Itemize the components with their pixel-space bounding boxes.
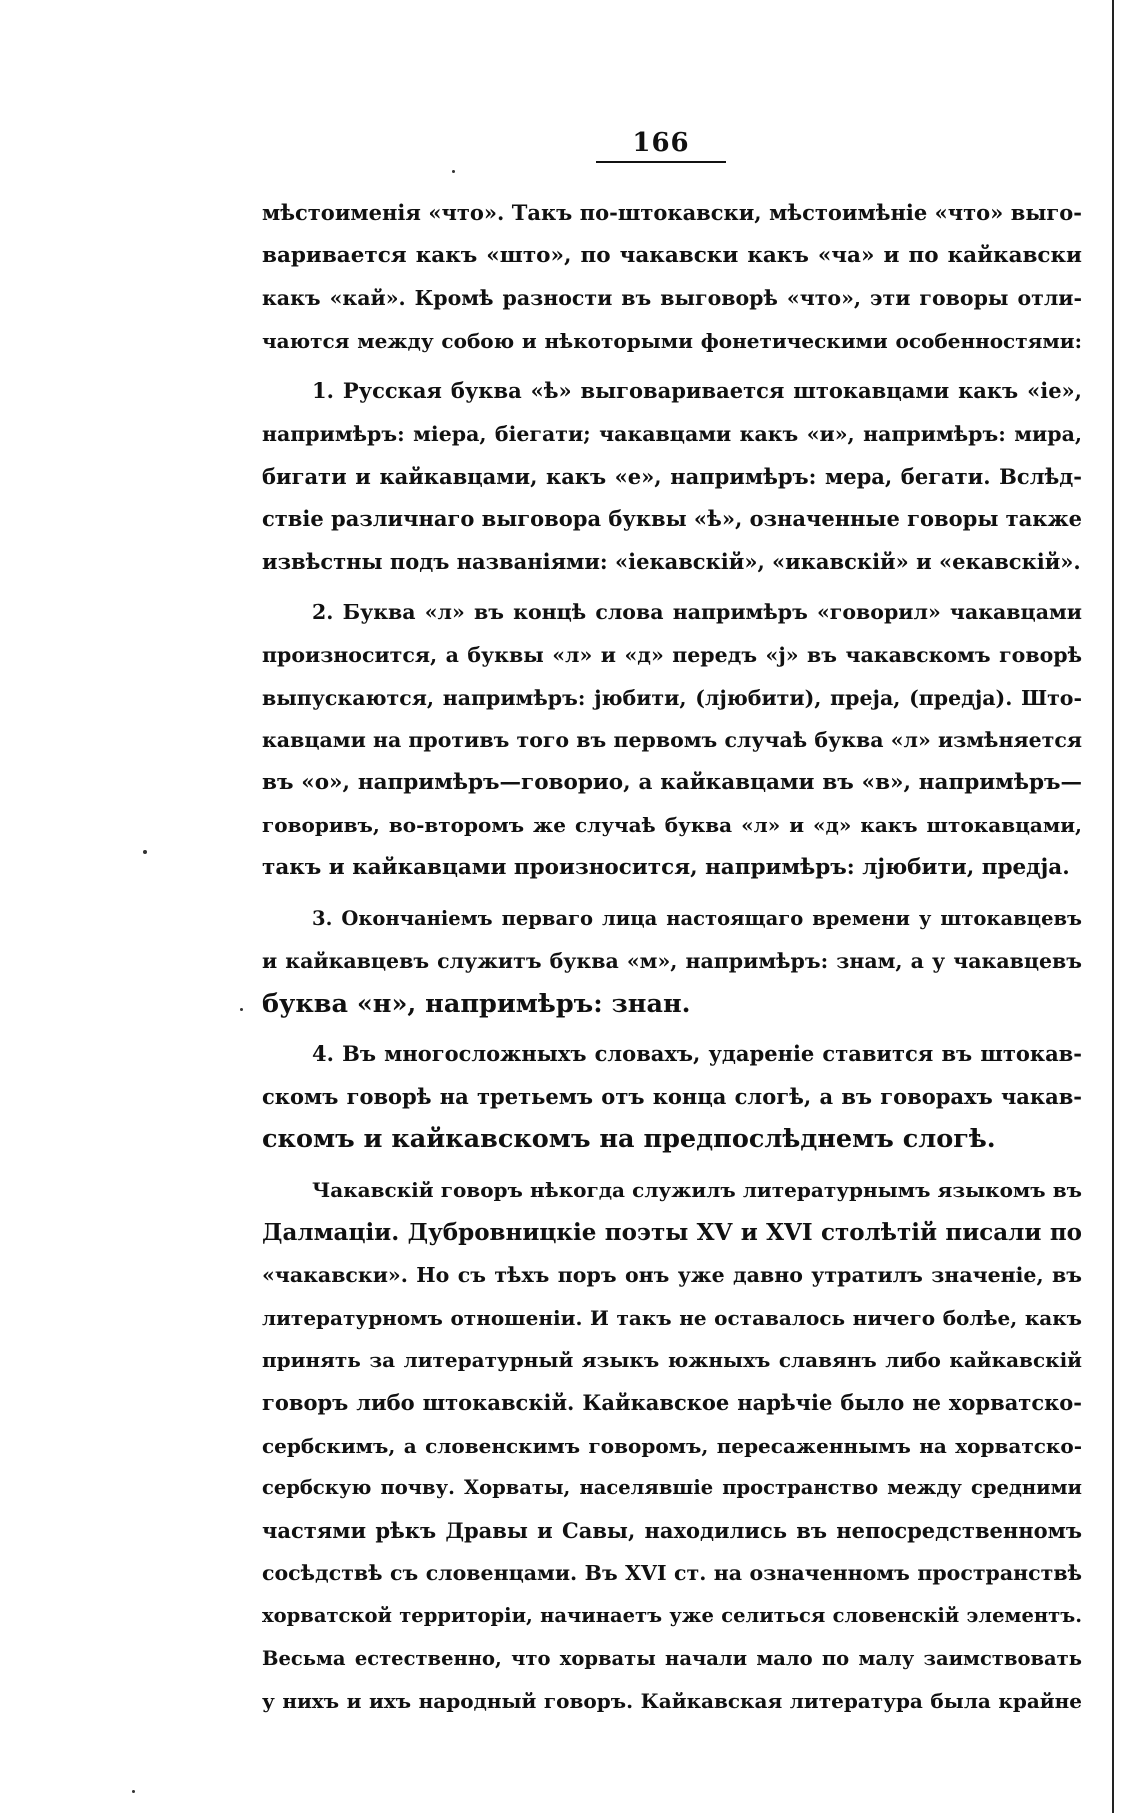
text-line: «чакавски». Но съ тѣхъ поръ онъ уже давно утратилъ значеніе, въ bbox=[262, 1263, 1082, 1288]
paragraph-gap bbox=[262, 890, 1082, 898]
text-line: варивается какъ «што», по чакавски какъ «ча» и по кайкавски bbox=[262, 242, 1082, 268]
text-line: 3. Окончаніемъ перваго лица настоящаго времени у штокавцевъ bbox=[312, 906, 1082, 930]
text-line: Весьма естественно, что хорваты начали мало по малу заимствовать bbox=[262, 1646, 1082, 1670]
speck-mark bbox=[240, 1008, 243, 1011]
text-line: принять за литературный языкъ южныхъ славянъ либо кайкавскій bbox=[262, 1348, 1082, 1373]
text-line: извѣстны подъ названіями: «іекавскій», «икавскій» и «екавскій». bbox=[262, 548, 1081, 574]
page-number: 166 bbox=[632, 128, 690, 158]
text-line: говоривъ, во-второмъ же случаѣ буква «л» и «д» какъ штокавцами, bbox=[262, 813, 1082, 838]
page-number-rule bbox=[596, 161, 726, 163]
paragraph-gap bbox=[262, 583, 1082, 591]
text-line: сербскую почву. Хорваты, населявшіе пространство между средними bbox=[262, 1476, 1082, 1500]
text-line: буква «н», напримѣръ: знан. bbox=[262, 988, 691, 1019]
text-line: мѣстоименія «что». Такъ по-штокавски, мѣстоимѣніе «что» выго- bbox=[262, 200, 1082, 225]
paragraph-gap bbox=[262, 1025, 1082, 1033]
text-line: и кайкавцевъ служитъ буква «м», напримѣръ: знам, а у чакавцевъ bbox=[262, 949, 1082, 974]
body-text bbox=[262, 192, 1082, 1723]
text-line: чаются между собою и нѣкоторыми фонетическими особенностями: bbox=[262, 328, 1082, 353]
text-line: сосѣдствѣ съ словенцами. Въ XVI ст. на означенномъ пространствѣ bbox=[262, 1561, 1082, 1586]
page-edge bbox=[1112, 0, 1114, 1813]
text-line: бигати и кайкавцами, какъ «е», напримѣръ: мера, бегати. Вслѣд- bbox=[262, 463, 1082, 489]
text-line: напримѣръ: міера, біегати; чакавцами какъ «и», напримѣръ: мира, bbox=[262, 421, 1082, 446]
text-line: кавцами на противъ того въ первомъ случаѣ буква «л» измѣняется bbox=[262, 728, 1082, 753]
text-line: скомъ и кайкавскомъ на предпослѣднемъ слогѣ. bbox=[262, 1124, 996, 1155]
speck-mark bbox=[132, 1790, 135, 1793]
text-line: литературномъ отношеніи. И такъ не оставалось ничего болѣе, какъ bbox=[262, 1305, 1082, 1330]
text-line: Чакавскій говоръ нѣкогда служилъ литературнымъ языкомъ въ bbox=[312, 1178, 1082, 1203]
speck-mark bbox=[143, 850, 147, 854]
text-line: какъ «кай». Кромѣ разности въ выговорѣ «что», эти говоры отли- bbox=[262, 286, 1082, 311]
text-line: 2. Буква «л» въ концѣ слова напримѣръ «говорил» чакавцами bbox=[312, 600, 1082, 625]
paragraph-gap bbox=[262, 1161, 1082, 1169]
text-line: у нихъ и ихъ народный говоръ. Кайкавская литература была крайне bbox=[262, 1689, 1082, 1714]
text-line: сербскимъ, а словенскимъ говоромъ, пересаженнымъ на хорватско- bbox=[262, 1433, 1082, 1458]
text-line: Далмаціи. Дубровницкіе поэты XV и XVI столѣтій писали по bbox=[262, 1218, 1082, 1246]
text-line: такъ и кайкавцами произносится, напримѣръ: лjюбити, предjа. bbox=[262, 854, 1070, 880]
speck-mark bbox=[452, 170, 455, 173]
text-line: 4. Въ многосложныхъ словахъ, удареніе ставится въ штокав- bbox=[312, 1041, 1082, 1067]
paragraph-gap bbox=[262, 362, 1082, 370]
text-line: говоръ либо штокавскій. Кайкавское нарѣчіе было не хорватско- bbox=[262, 1390, 1082, 1416]
text-line: ствіе различнаго выговора буквы «ѣ», означенные говоры также bbox=[262, 506, 1082, 532]
text-line: частями рѣкъ Дравы и Савы, находились въ непосредственномъ bbox=[262, 1517, 1082, 1543]
text-line: выпускаются, напримѣръ: jюбити, (лjюбити), преjа, (предjа). Што- bbox=[262, 685, 1082, 710]
text-line: скомъ говорѣ на третьемъ отъ конца слогѣ, а въ говорахъ чакав- bbox=[262, 1083, 1082, 1109]
text-line: хорватской территоріи, начинаетъ уже селиться словенскій элементъ. bbox=[262, 1604, 1082, 1627]
text-line: 1. Русская буква «ѣ» выговаривается штокавцами какъ «іе», bbox=[312, 378, 1082, 404]
text-line: произносится, а буквы «л» и «д» передъ «j» въ чакавскомъ говорѣ bbox=[262, 642, 1082, 667]
text-line: въ «о», напримѣръ—говорио, а кайкавцами въ «в», напримѣръ— bbox=[262, 769, 1082, 795]
